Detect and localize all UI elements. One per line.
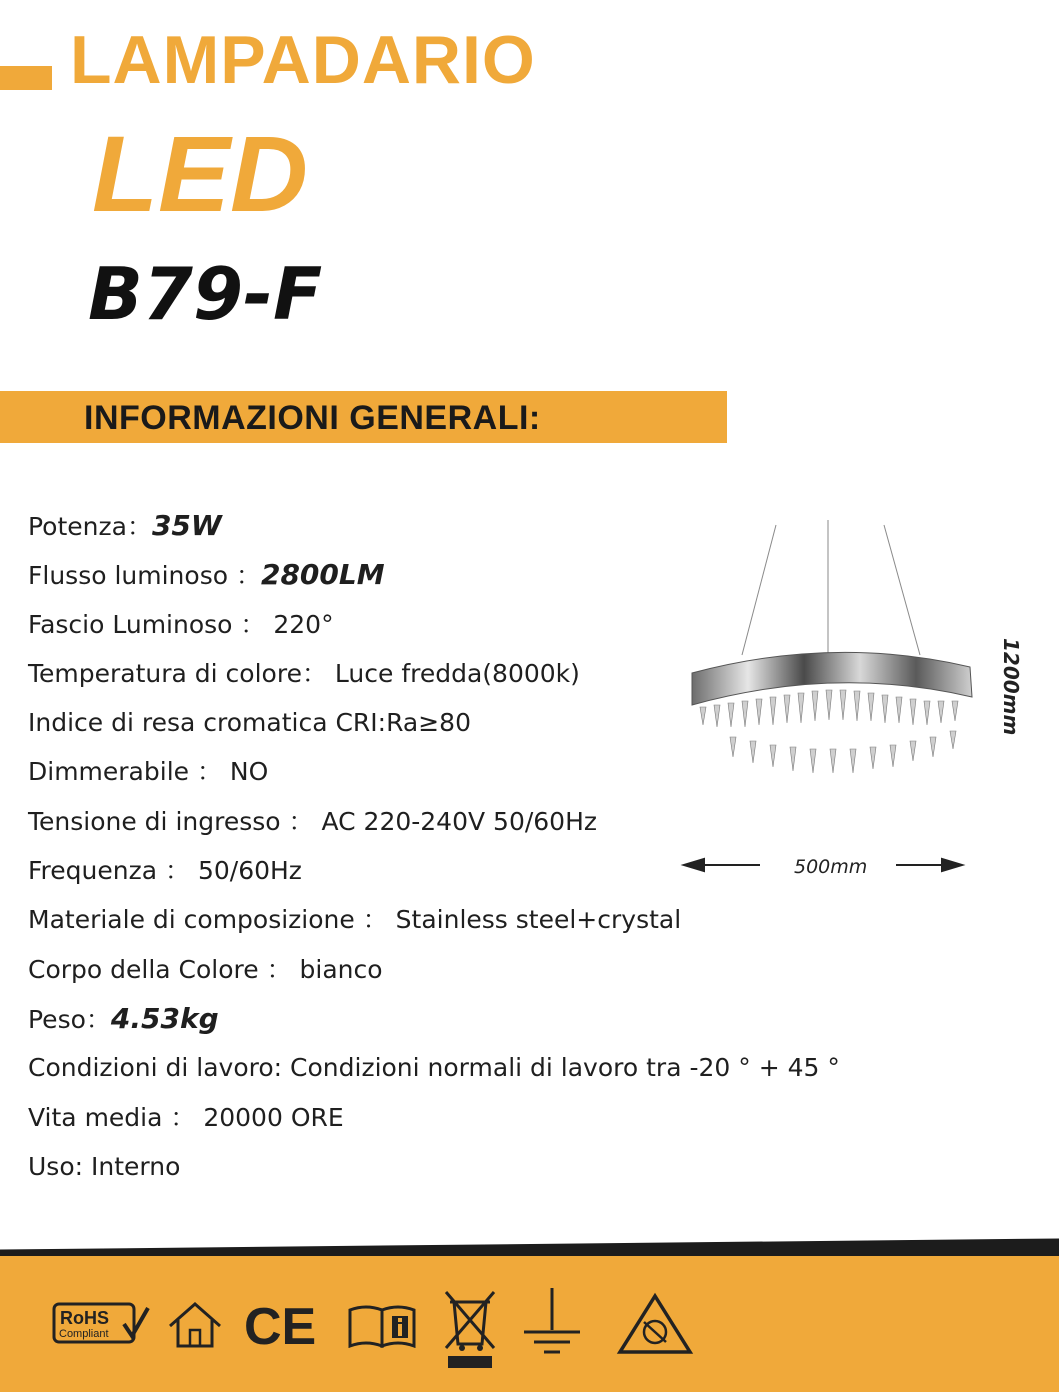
spec-label: Dimmerabile ：: [28, 757, 230, 787]
spec-value: 20000 ORE: [203, 1102, 344, 1132]
spec-value: Ra≥80: [386, 708, 471, 738]
spec-value: Interno: [91, 1151, 181, 1181]
spec-value: 50/60Hz: [197, 856, 302, 886]
spec-row: [28, 1048, 958, 1097]
spec-label: Temperatura di colore：: [28, 658, 335, 688]
read-manual-icon: [346, 1302, 420, 1348]
spec-label: Flusso luminoso ：: [28, 561, 261, 591]
spec-row: [28, 900, 958, 949]
no-cover-insulation-icon: [616, 1292, 694, 1356]
spec-row: [28, 950, 958, 999]
spec-value: 2800LM: [260, 558, 385, 592]
spec-value: bianco: [299, 954, 383, 984]
spec-label: Frequenza ：: [28, 856, 198, 886]
spec-label: Indice di resa cromatica CRI:: [28, 708, 387, 738]
section-title: INFORMAZIONI GENERALI:: [84, 399, 541, 437]
spec-label: Tensione di ingresso ：: [28, 806, 322, 836]
spec-row: [28, 1098, 958, 1147]
footer-certification-bar: [0, 1256, 1059, 1392]
spec-value: 220°: [273, 609, 334, 639]
spec-label: Condizioni di lavoro:: [28, 1053, 291, 1083]
spec-row: [28, 999, 958, 1048]
spec-label: Peso：: [28, 1004, 111, 1034]
spec-value: 35W: [151, 509, 222, 542]
ground-icon: [520, 1286, 584, 1358]
spec-label: Fascio Luminoso ：: [28, 609, 274, 639]
suspension-cables: [742, 520, 920, 655]
chandelier-illustration: [670, 515, 1000, 895]
rohs-sub-label: Compliant: [59, 1328, 109, 1340]
crystal-drops: [700, 690, 958, 773]
height-label: 1200mm: [999, 638, 1023, 736]
title-accent-bar: [0, 66, 52, 90]
spec-label: Corpo della Colore ：: [28, 954, 300, 984]
spec-row: [28, 1147, 958, 1196]
ce-label: CE: [244, 1300, 317, 1350]
indoor-house-icon: [166, 1300, 224, 1350]
spec-value: AC 220-240V 50/60Hz: [321, 806, 598, 836]
model-number: B79-F: [88, 252, 323, 336]
spec-label: Vita media ：: [28, 1102, 204, 1132]
width-label: 500mm: [794, 856, 868, 878]
rohs-label: RoHS: [60, 1308, 109, 1328]
rohs-icon: [52, 1302, 152, 1346]
chrome-ring: [692, 652, 972, 705]
weee-bin-icon: [442, 1288, 498, 1370]
title-lampadario: LAMPADARIO: [70, 22, 536, 98]
spec-value: Condizioni normali di lavoro tra -20 ° + 45 °: [290, 1053, 840, 1083]
spec-label: Materiale di composizione ：: [28, 905, 396, 935]
spec-value: NO: [229, 757, 269, 787]
title-led: LED: [92, 113, 308, 234]
spec-value: Stainless steel+crystal: [395, 905, 682, 935]
spec-label: Uso:: [28, 1151, 91, 1181]
spec-label: Potenza：: [28, 512, 152, 541]
spec-value: Luce fredda(8000k): [334, 658, 580, 688]
ce-mark-icon: [244, 1300, 324, 1350]
section-header-bar: [0, 391, 727, 443]
spec-value: 4.53kg: [110, 1001, 219, 1035]
